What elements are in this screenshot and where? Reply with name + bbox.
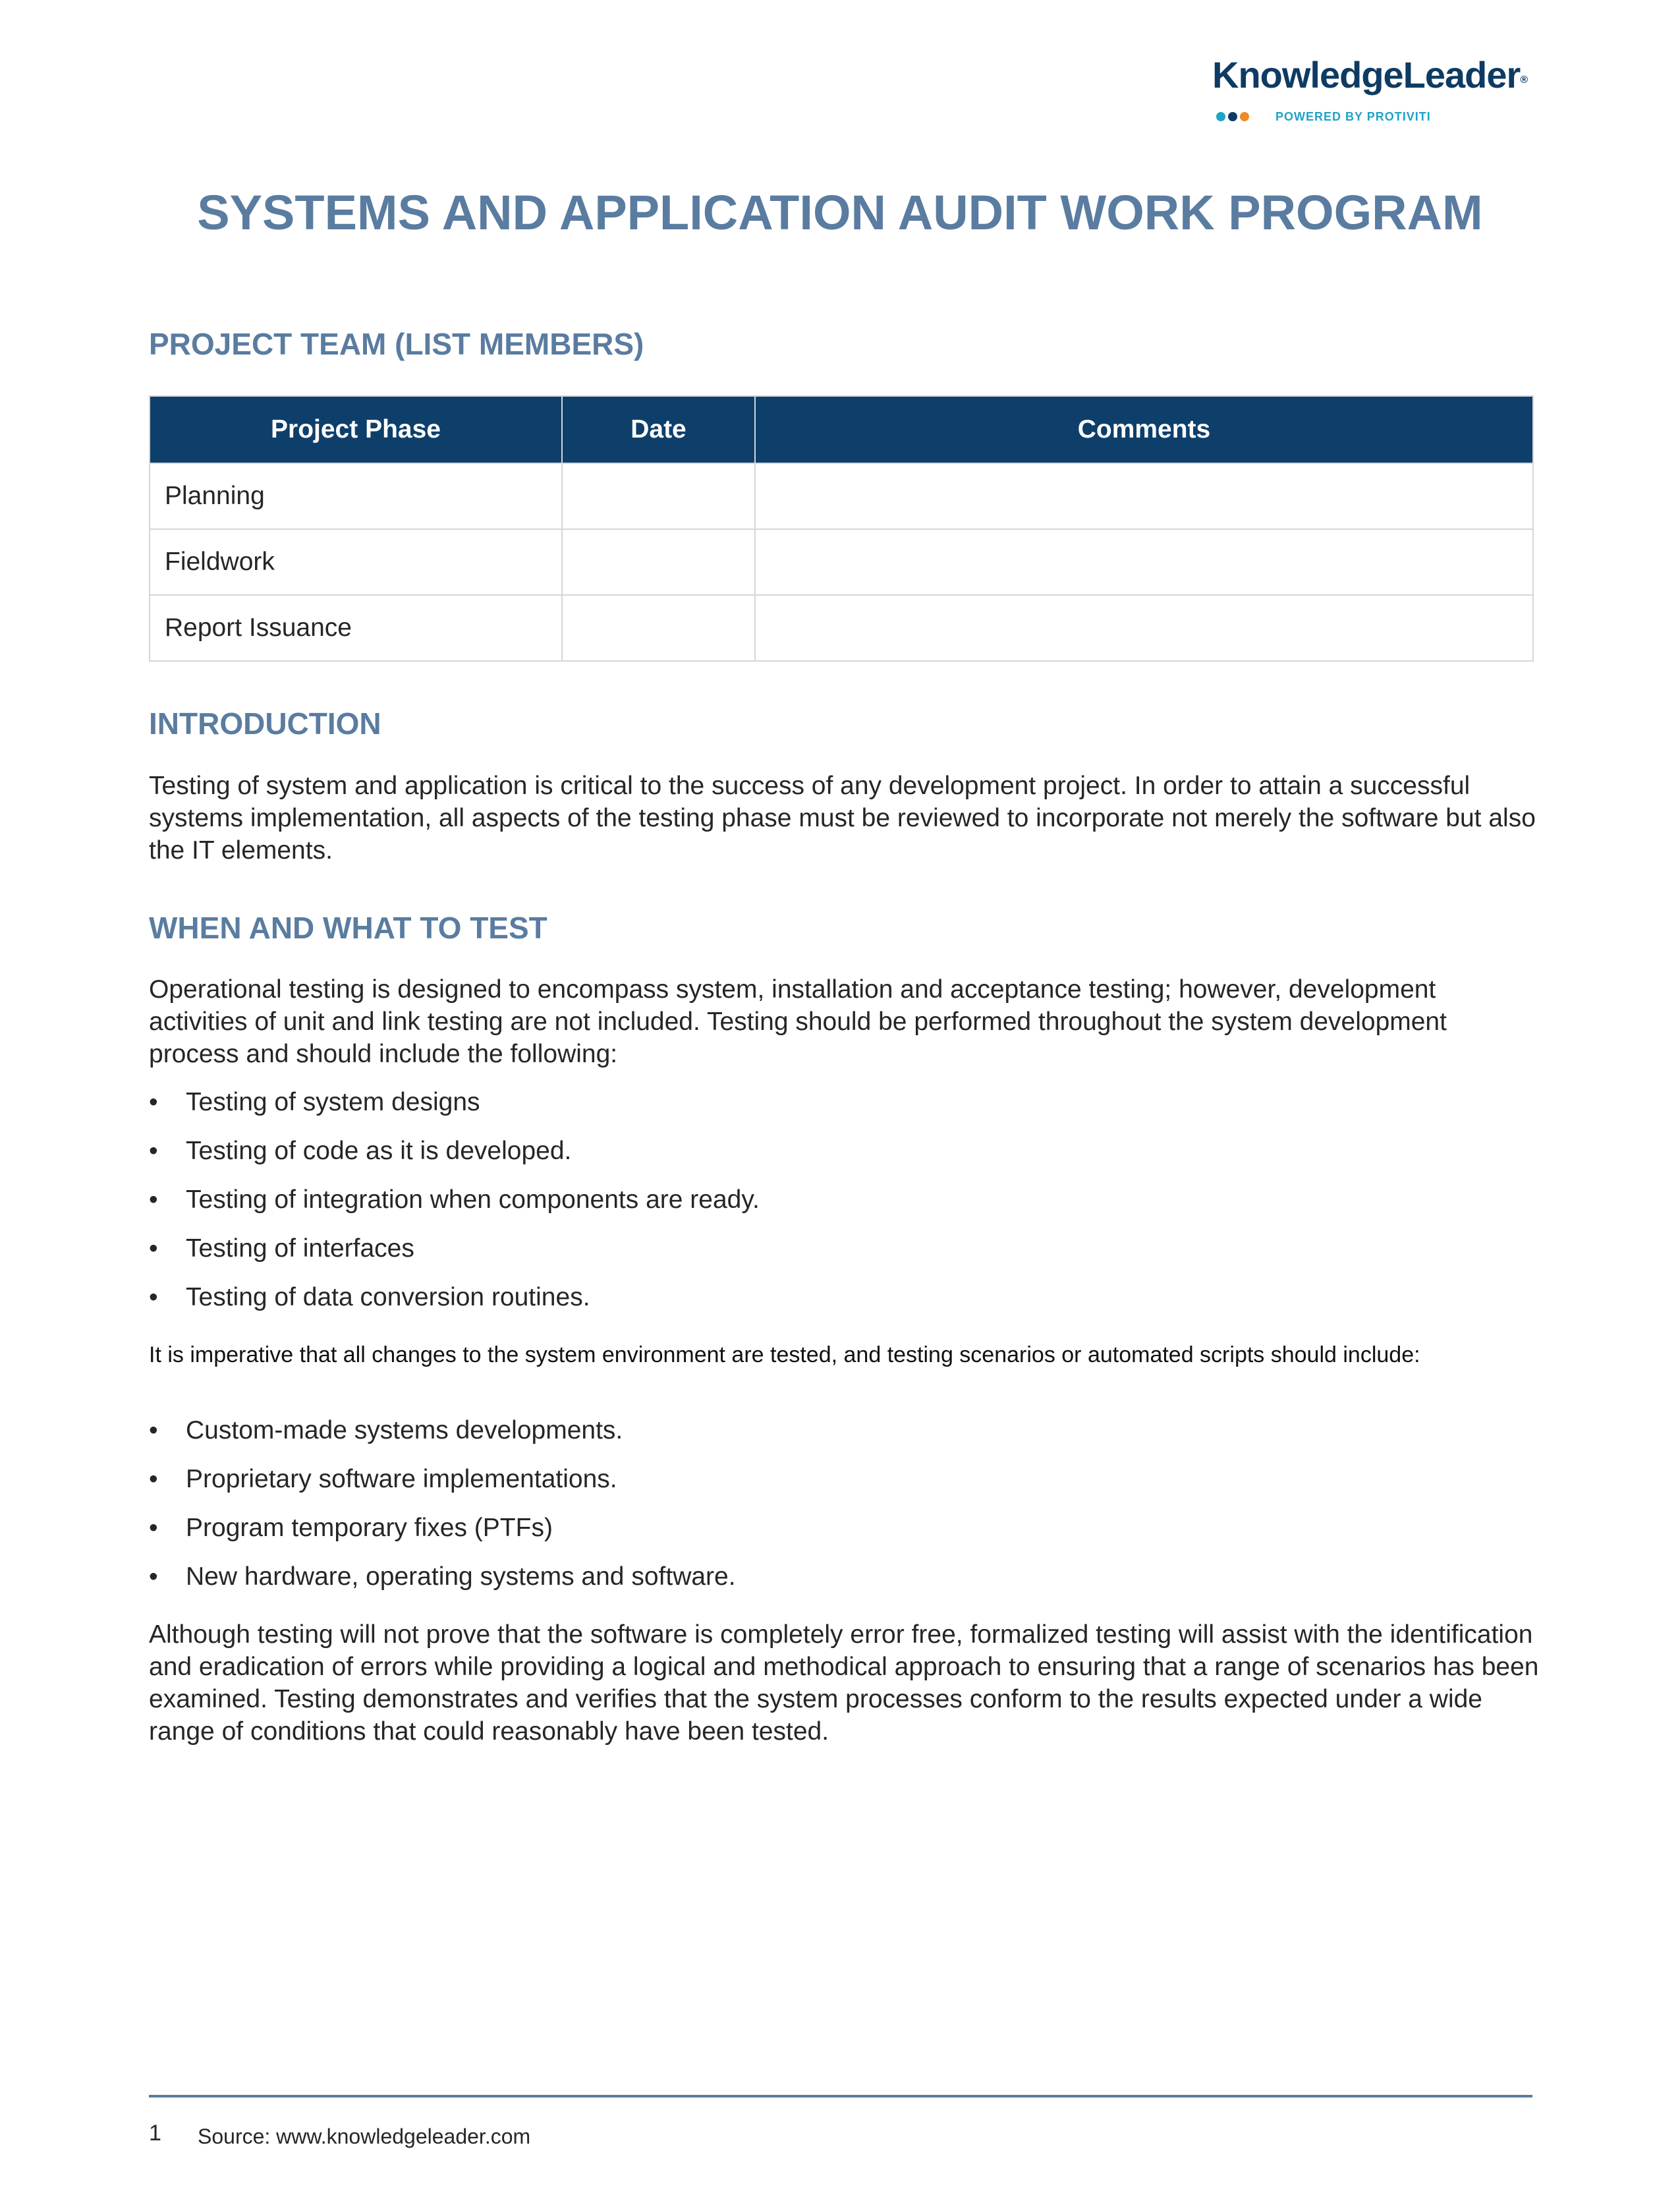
logo-tagline-row [1216, 107, 1431, 127]
table-header-row [150, 396, 1533, 463]
logo-trademark: ® [1520, 74, 1528, 86]
list-item [149, 1560, 1532, 1609]
testing-list [149, 1086, 1532, 1330]
list-item-text: Testing of system designs [186, 1088, 480, 1116]
bullet-icon: • [149, 1088, 158, 1116]
list-item [149, 1414, 1532, 1463]
cell-comments[interactable] [755, 463, 1533, 529]
list-item-text: New hardware, operating systems and software. [186, 1562, 736, 1591]
table-row [150, 529, 1533, 595]
logo-dot-orange-icon [1240, 112, 1249, 121]
cell-date[interactable] [562, 463, 755, 529]
list-item [149, 1135, 1532, 1184]
introduction-paragraph: Testing of system and application is critical to the success of any development project. In order to attain a successful systems implementation, all aspects of the testing phase must be reviewed to incorporate not merely the software but also the IT elements. [149, 772, 1536, 865]
changes-paragraph: It is imperative that all changes to the system environment are tested, and testing scenarios or automated scripts should include: [149, 1342, 1420, 1367]
bullet-icon: • [149, 1416, 158, 1444]
cell-phase[interactable]: Planning [150, 463, 562, 529]
cell-comments[interactable] [755, 595, 1533, 661]
bullet-icon: • [149, 1234, 158, 1263]
bullet-icon: • [149, 1137, 158, 1165]
when-what-heading: WHEN AND WHAT TO TEST [149, 911, 547, 945]
logo-dot-cyan-icon [1216, 112, 1225, 121]
page-number: 1 [149, 2121, 161, 2146]
project-team-heading: PROJECT TEAM (LIST MEMBERS) [149, 327, 644, 361]
list-item-text: Testing of integration when components are ready. [186, 1185, 760, 1214]
knowledgeleader-logo[interactable] [1212, 54, 1542, 123]
list-item [149, 1463, 1532, 1512]
list-item-text: Custom-made systems developments. [186, 1416, 623, 1444]
footer-divider [149, 2095, 1532, 2097]
list-item [149, 1232, 1532, 1281]
column-header-date: Date [562, 396, 755, 463]
list-item-text: Testing of data conversion routines. [186, 1283, 590, 1311]
bullet-icon: • [149, 1465, 158, 1493]
cell-phase[interactable]: Fieldwork [150, 529, 562, 595]
list-item-text: Testing of interfaces [186, 1234, 414, 1263]
scenario-list [149, 1414, 1532, 1609]
list-item-text: Program temporary fixes (PTFs) [186, 1514, 553, 1542]
bullet-icon: • [149, 1283, 158, 1311]
table-row [150, 595, 1533, 661]
cell-date[interactable] [562, 529, 755, 595]
project-team-table [149, 395, 1534, 662]
when-what-paragraph: Operational testing is designed to encompass system, installation and acceptance testing; however, development activities of unit and link testing are not included. Testing should be performed throughout the system development process and should include the following: [149, 975, 1447, 1068]
list-item [149, 1512, 1532, 1560]
bullet-icon: • [149, 1185, 158, 1214]
table-row [150, 463, 1533, 529]
list-item [149, 1184, 1532, 1232]
column-header-comments: Comments [755, 396, 1533, 463]
document-title: SYSTEMS AND APPLICATION AUDIT WORK PROGRAM [197, 185, 1483, 240]
footer-source-link[interactable]: Source: www.knowledgeleader.com [198, 2125, 531, 2148]
bullet-icon: • [149, 1514, 158, 1542]
logo-dot-navy-icon [1228, 112, 1237, 121]
cell-date[interactable] [562, 595, 755, 661]
column-header-project-phase: Project Phase [150, 396, 562, 463]
list-item-text: Testing of code as it is developed. [186, 1137, 572, 1165]
list-item-text: Proprietary software implementations. [186, 1465, 617, 1493]
bullet-icon: • [149, 1562, 158, 1591]
conclusion-paragraph: Although testing will not prove that the software is completely error free, formalized testing will assist with the identification and eradication of errors while providing a logical and methodical approach to ensuring that a range of scenarios has been examined. Testing demonstrates and verifies that the system processes conform to the results expected under a wide range of conditions that could reasonably have been tested. [149, 1620, 1539, 1746]
list-item [149, 1086, 1532, 1135]
logo-tagline: POWERED BY PROTIVITI [1275, 109, 1431, 123]
cell-comments[interactable] [755, 529, 1533, 595]
introduction-heading: INTRODUCTION [149, 706, 381, 741]
cell-phase[interactable]: Report Issuance [150, 595, 562, 661]
logo-wordmark: KnowledgeLeader [1212, 54, 1521, 96]
list-item [149, 1281, 1532, 1330]
